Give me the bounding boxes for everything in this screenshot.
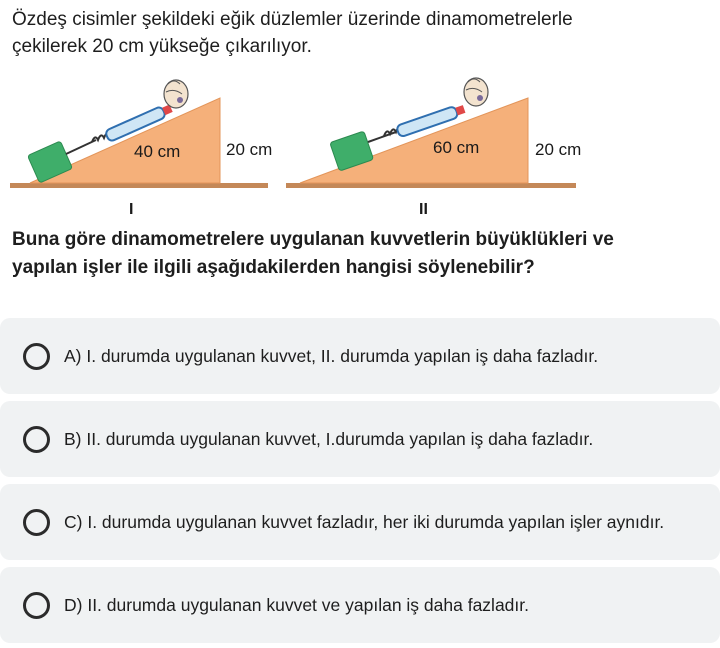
radio-icon[interactable] — [23, 509, 50, 536]
option-a[interactable] — [0, 318, 720, 394]
radio-icon[interactable] — [23, 426, 50, 453]
height-label-i: 20 cm — [226, 140, 273, 159]
case-label-ii: II — [419, 201, 428, 218]
hand-i — [164, 80, 188, 108]
case-label-i: I — [129, 201, 134, 218]
ground-i — [10, 183, 268, 188]
option-d-label: D) II. durumda uygulanan kuvvet ve yapılan iş daha fazladır. — [64, 594, 529, 615]
radio-icon[interactable] — [23, 343, 50, 370]
slope-label-i: 40 cm — [134, 142, 181, 161]
question-text: Buna göre dinamometrelere uygulanan kuvvetlerin büyüklükleri ve yapılan işler ile ilgili aşağıdakilerden hangisi söylenebilir? — [12, 229, 614, 278]
option-b-label: B) II. durumda uygulanan kuvvet, I.durumda yapılan iş daha fazladır. — [64, 428, 594, 449]
slope-label-ii: 60 cm — [433, 138, 480, 157]
ramp-ii — [300, 98, 528, 183]
radio-icon[interactable] — [23, 592, 50, 619]
hand-ii — [464, 78, 488, 106]
inclined-planes-figure — [0, 62, 720, 222]
ground-ii — [286, 183, 576, 188]
height-label-ii: 20 cm — [535, 140, 582, 159]
intro-text: Özdeş cisimler şekildeki eğik düzlemler üzerinde dinamometrelerle çekilerek 20 cm yükseğe çıkarılıyor. — [12, 9, 573, 57]
option-b[interactable] — [0, 401, 720, 477]
incline-setup-ii — [286, 78, 581, 218]
option-c[interactable] — [0, 484, 720, 560]
option-c-label: C) I. durumda uygulanan kuvvet fazladır, her iki durumda yapılan işler aynıdır. — [64, 511, 665, 532]
option-d[interactable] — [0, 567, 720, 643]
incline-setup-i — [10, 80, 272, 218]
option-a-label: A) I. durumda uygulanan kuvvet, II. durumda yapılan iş daha fazladır. — [64, 345, 599, 366]
